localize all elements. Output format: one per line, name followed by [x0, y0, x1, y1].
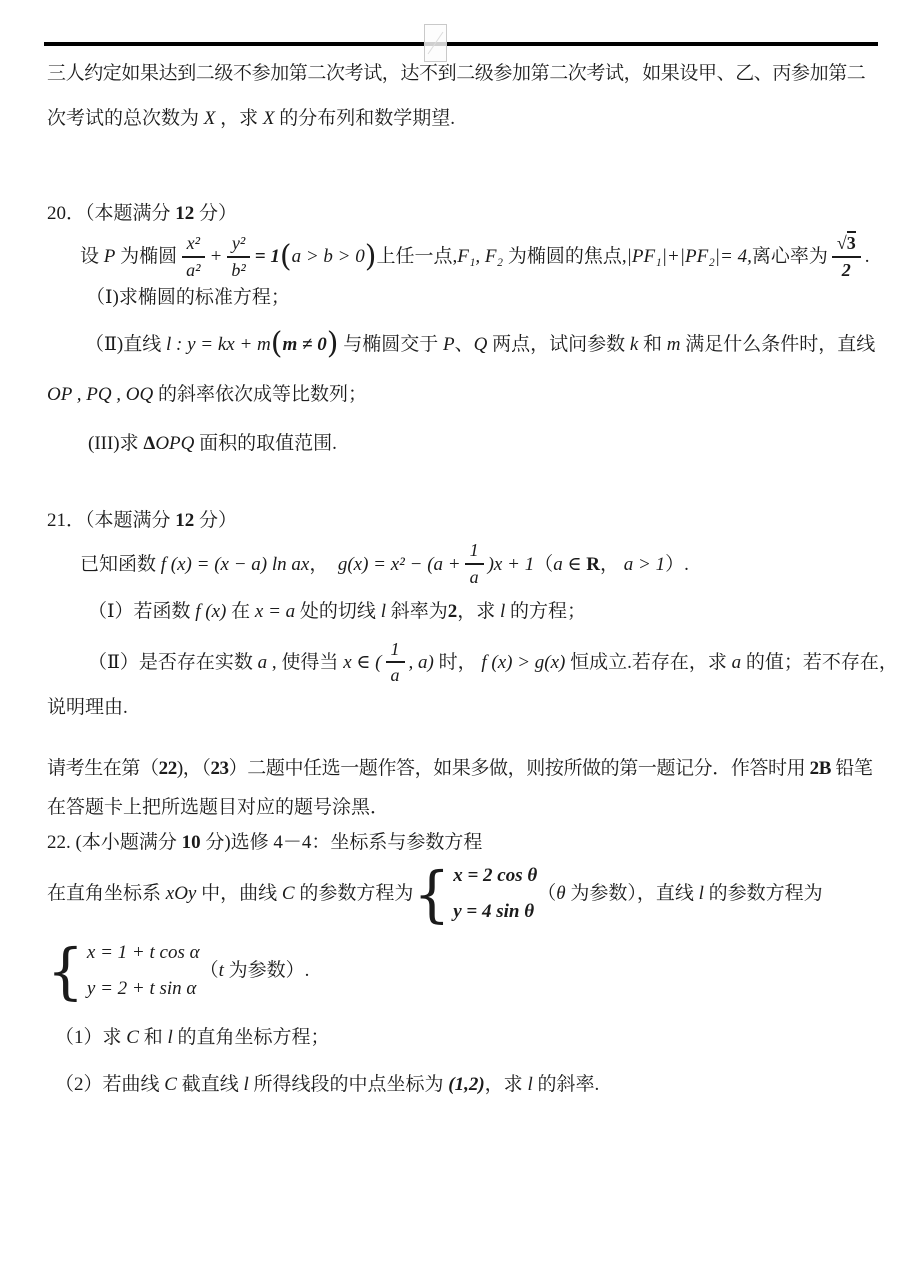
- q21-part1-s2: 在: [226, 600, 255, 622]
- close-paren: ): [326, 326, 339, 362]
- intro-line-2: [47, 105, 878, 132]
- q20-part2-s3: 、: [454, 333, 474, 355]
- intro-text-2c: 的分布列和数学期望.: [274, 108, 456, 129]
- q21-part2-s2: , 使得当: [267, 651, 344, 673]
- radicand-3: 3: [846, 233, 856, 253]
- q22-part2-s4: ，求: [484, 1074, 528, 1096]
- q20-part2-s4: 两点，试问参数: [487, 333, 630, 355]
- delta-symbol: Δ: [143, 433, 156, 455]
- a-in-set: a ∈: [553, 553, 587, 575]
- q20-part2-s5: 和: [638, 333, 667, 355]
- q20-stem-s4: 为椭圆的焦点,: [503, 246, 627, 268]
- plus-sign: +: [209, 246, 223, 268]
- parametric-system-l: [47, 934, 200, 1007]
- notice-s3: ）二题中任选一题作答，如果多做，则按所做的第一题记分．作答时用: [228, 758, 810, 780]
- focal-sum-equation: |PF₁|+|PF₂|= 4,: [626, 246, 752, 268]
- q21-stem-s5: ）.: [665, 553, 689, 575]
- intro-text-2a: 次考试的总次数为: [47, 108, 204, 129]
- q20-header-pre: 20．（本题满分: [47, 203, 176, 224]
- q22-part2-s1: （2）若曲线: [55, 1074, 165, 1096]
- variable-a: a: [257, 651, 268, 673]
- parametric-system-C: [413, 857, 538, 930]
- variable-l: l: [243, 1074, 249, 1096]
- page-top-rule: [44, 42, 878, 46]
- variable-a: a: [731, 651, 742, 673]
- ellipse-fraction-y: [226, 233, 250, 280]
- system-rows: [453, 862, 537, 925]
- q22-part2-s2: 截直线: [176, 1074, 244, 1096]
- q21-part1-s6: 的方程；: [505, 600, 587, 622]
- condition-a-gt-b: a > b > 0: [291, 246, 365, 268]
- inequality-f-gt-g: f (x) > g(x): [481, 651, 566, 673]
- q20-header: [47, 200, 878, 227]
- q20-header-post: 分）: [194, 203, 238, 224]
- open-paren: (: [270, 326, 283, 362]
- q21-part2-s3: 时，: [433, 651, 482, 673]
- q20-stem-s1: 设: [80, 246, 104, 268]
- q20-part2-s2: 与椭圆交于: [338, 333, 443, 355]
- q20-stem-s3: 上任一点,: [376, 246, 458, 268]
- slope-value-2: 2: [447, 600, 458, 622]
- q21-part2-s1: （Ⅱ）是否存在实数: [88, 651, 258, 673]
- curve-C: C: [281, 883, 295, 905]
- notice-s2: )，（: [176, 758, 211, 780]
- foci-F1-F2: F₁, F₂: [457, 246, 504, 268]
- q20-part2-s1: （Ⅱ)直线: [85, 333, 166, 355]
- close-paren: ): [364, 238, 377, 274]
- x-equals-a: x = a: [254, 600, 296, 622]
- equation-y-4sin: y = 4 sin θ: [453, 901, 535, 923]
- q21-part1: [88, 598, 878, 625]
- equation-y-2-tsin: y = 2 + t sin α: [86, 978, 197, 1000]
- fraction-1-over-a: [386, 639, 405, 686]
- variable-l: l: [527, 1074, 533, 1096]
- q20-stem-s5: 离心率为: [751, 246, 828, 268]
- notice-s4: 铅笔: [830, 758, 873, 780]
- q21-stem-s4: ，: [600, 553, 620, 575]
- q22-para2: [47, 934, 878, 1007]
- ellipse-fraction-x: [181, 233, 205, 280]
- denominator-a: a: [469, 567, 479, 588]
- q20-part2-s6: 满足什么条件时，直线: [680, 333, 876, 355]
- intro-line-1: [47, 60, 878, 87]
- q21-header-pre: 21．（本题满分: [47, 510, 176, 532]
- q21-header-post: 分）: [194, 510, 238, 532]
- q20-part2b-text: 的斜率依次成等比数列；: [153, 384, 368, 406]
- curve-C: C: [126, 1027, 139, 1049]
- notice-line-1: [47, 751, 878, 786]
- q21-stem-s3: （: [534, 553, 554, 575]
- q22-header-points: 10: [181, 832, 201, 854]
- slopes-OP-PQ-OQ: OP , PQ , OQ: [47, 384, 154, 406]
- interval-end: , a): [408, 651, 434, 673]
- q22-header-post: 分)选修 4－4：坐标系与参数方程: [200, 832, 483, 854]
- fraction-b2: b²: [231, 259, 246, 280]
- function-g-left: g(x) = x² − (a +: [337, 553, 461, 575]
- q22-para1-s4: （: [537, 883, 557, 905]
- system-rows: [87, 939, 200, 1002]
- q21-part2-tail: [47, 694, 878, 721]
- notice-num-23: 23: [210, 758, 229, 780]
- q20-part3-s2: 面积的取值范围.: [194, 433, 337, 455]
- fraction-y2: y²: [227, 233, 250, 258]
- a-gt-1: a > 1: [619, 553, 666, 575]
- q22-header: [47, 829, 878, 856]
- midpoint-coordinates: (1,2): [448, 1074, 485, 1096]
- variable-X-1: X: [203, 108, 216, 129]
- variable-P: P: [442, 333, 455, 355]
- q21-stem: [80, 540, 878, 587]
- q20-header-points: 12: [175, 203, 195, 224]
- q20-part3-s1: (III)求: [88, 433, 144, 455]
- q20-stem-period: .: [864, 246, 870, 268]
- q20-part2: [85, 326, 878, 362]
- open-paren: (: [279, 238, 292, 274]
- line-equation: l : y = kx + m: [166, 333, 271, 355]
- q22-part1: [55, 1024, 878, 1051]
- variable-l: l: [698, 883, 704, 905]
- q21-part2-s5: 的值；若不存在，: [741, 651, 898, 673]
- q22-para1-s5: 为参数），直线: [565, 883, 699, 905]
- fraction-1-over-a: [465, 540, 484, 587]
- q21-part2: [88, 638, 898, 686]
- function-f: f (x) = (x − a) ln ax: [160, 553, 310, 575]
- q22-para1-s6: 的参数方程为: [703, 883, 823, 905]
- q22-part2: [55, 1071, 878, 1098]
- q22-header-pre: 22. (本小题满分: [47, 832, 182, 854]
- q21-part1-s4: 斜率为: [385, 600, 448, 622]
- q20-part3: [88, 430, 878, 457]
- q22-part1-s3: 的直角坐标方程；: [172, 1027, 330, 1049]
- q20-part2-cont: [47, 381, 878, 408]
- f-of-x: f (x): [195, 600, 227, 622]
- q22-part1-s2: 和: [138, 1027, 168, 1049]
- notice-s1: 请考生在第（: [47, 758, 159, 780]
- radical-sign: √: [836, 233, 847, 253]
- variable-l: l: [167, 1027, 173, 1049]
- q20-stem: [80, 233, 878, 280]
- sqrt3-numerator: [832, 233, 861, 258]
- eccentricity-fraction: [832, 233, 861, 280]
- q22-para1-s3: 的参数方程为: [294, 883, 414, 905]
- q22-part2-s5: 的斜率.: [532, 1074, 600, 1096]
- variable-l: l: [500, 600, 506, 622]
- variable-theta: θ: [556, 883, 566, 905]
- equation-x-1-tcos: x = 1 + t cos α: [86, 942, 200, 964]
- variable-t: t: [218, 960, 224, 982]
- x-in-interval-open: x ∈ (: [343, 651, 382, 673]
- q20-part1: [86, 284, 878, 311]
- q21-stem-s1: 已知函数: [80, 553, 161, 575]
- denominator-a: a: [390, 665, 400, 686]
- function-g-right: )x + 1: [487, 553, 535, 575]
- condition-m-ne-0: m ≠ 0: [282, 333, 327, 355]
- q20-stem-s2: 为椭圆: [115, 246, 178, 268]
- numerator-1: 1: [465, 540, 484, 565]
- reals-symbol: R: [586, 553, 601, 575]
- notice-line-2: [47, 794, 878, 821]
- intro-text-1: 三人约定如果达到二级不参加第二次考试，达不到二级参加第二次考试，如果设甲、乙、丙参加第二: [47, 63, 866, 84]
- q21-part1-s5: ，求: [457, 600, 500, 622]
- left-brace: {: [47, 934, 84, 1007]
- q22-part1-s1: （1）求: [55, 1027, 127, 1049]
- q21-part2-tail-text: 说明理由.: [47, 697, 128, 719]
- variable-X-2: X: [262, 108, 275, 129]
- notice-2B: 2B: [809, 758, 831, 780]
- q22-part2-s3: 所得线段的中点坐标为: [248, 1074, 449, 1096]
- left-brace: {: [413, 857, 451, 930]
- triangle-OPQ: OPQ: [155, 433, 195, 455]
- q22-para2-s2: 为参数）.: [223, 960, 310, 982]
- q22-para2-s1: （: [199, 960, 219, 982]
- q21-header: [47, 507, 878, 534]
- equation-x-2cos: x = 2 cos θ: [453, 865, 538, 887]
- variable-l: l: [380, 600, 386, 622]
- q21-stem-s2: ，: [309, 553, 338, 575]
- curve-C: C: [164, 1074, 177, 1096]
- q22-para1-s2: 中，曲线: [196, 883, 282, 905]
- q20-part1-text: （Ⅰ)求椭圆的标准方程；: [86, 287, 290, 309]
- fraction-a2: a²: [186, 259, 201, 280]
- notice-num-22: 22: [158, 758, 177, 780]
- q21-header-points: 12: [175, 510, 195, 532]
- variable-Q: Q: [473, 333, 488, 355]
- numerator-1: 1: [386, 639, 405, 664]
- notice-line2-text: 在答题卡上把所选题目对应的题号涂黑．: [47, 797, 390, 819]
- q21-part2-s4: 恒成立.若存在，求: [565, 651, 732, 673]
- q21-part1-s3: 处的切线: [295, 600, 381, 622]
- variable-m: m: [666, 333, 681, 355]
- fraction-x2: x²: [182, 233, 205, 258]
- variable-k: k: [629, 333, 639, 355]
- intro-text-2b: ，求: [215, 108, 263, 129]
- equals-one: = 1: [254, 246, 280, 268]
- variable-P: P: [103, 246, 116, 268]
- placeholder-box: [424, 24, 447, 62]
- q22-para1-s1: 在直角坐标系: [47, 883, 166, 905]
- exam-content: [47, 58, 898, 1098]
- q22-para1: [47, 857, 878, 930]
- q21-part1-s1: （Ⅰ）若函数: [88, 600, 196, 622]
- denominator-2: 2: [841, 259, 851, 280]
- coordinate-system-xOy: xOy: [165, 883, 197, 905]
